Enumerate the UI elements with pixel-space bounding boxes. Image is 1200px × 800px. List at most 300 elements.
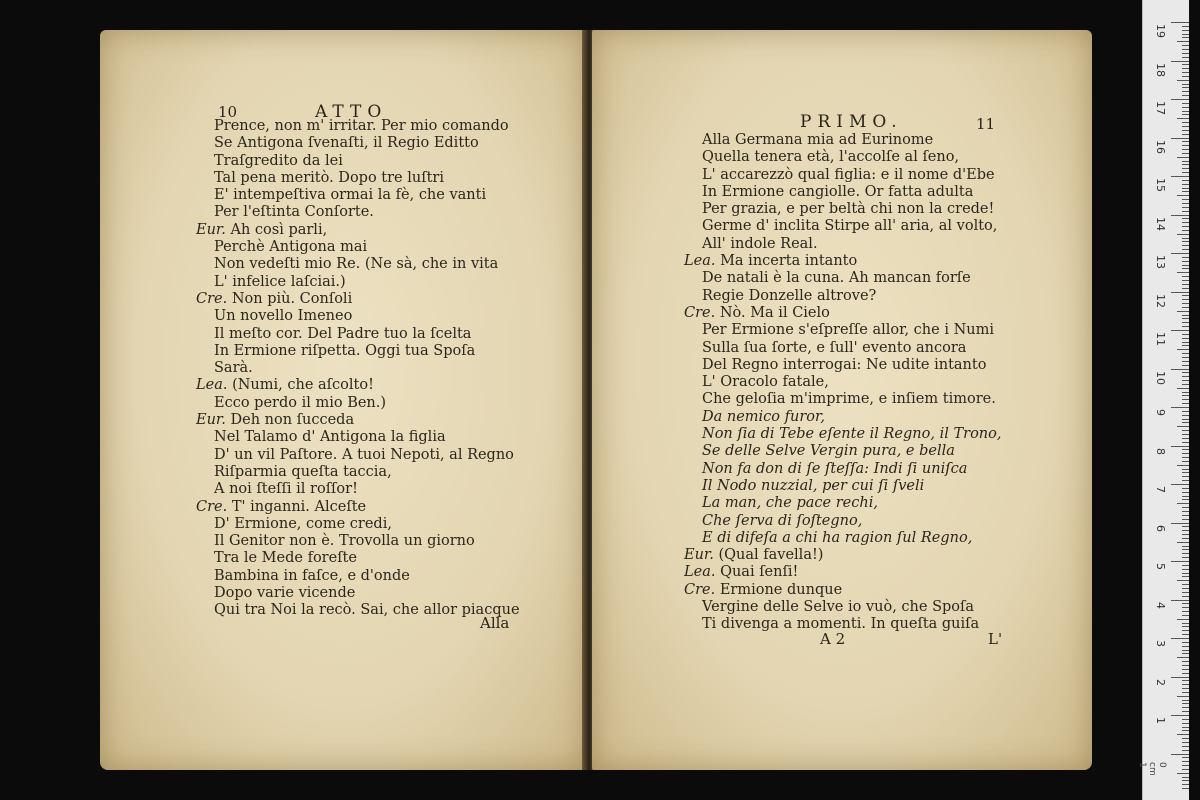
ruler-tick (1182, 172, 1189, 173)
ruler-number: 14 (1154, 216, 1167, 231)
ruler-tick (1182, 218, 1189, 219)
ruler-tick (1171, 600, 1189, 601)
ruler-tick (1182, 673, 1189, 674)
text-line (196, 447, 520, 464)
ruler-tick (1182, 295, 1189, 296)
line-text: Del Regno interrogai: Ne udite intanto (702, 356, 987, 373)
ruler-number: 1 (1154, 717, 1167, 724)
text-line (196, 222, 520, 239)
ruler-tick (1182, 411, 1189, 412)
ruler-tick (1182, 496, 1189, 497)
ruler-tick (1182, 603, 1189, 604)
ruler-tick (1171, 677, 1189, 678)
ruler-tick (1182, 650, 1189, 651)
ruler-tick (1182, 723, 1189, 724)
ruler-tick (1182, 145, 1189, 146)
line-text: Per Ermione s'eſpreſſe allor, che i Numi (702, 322, 994, 339)
ruler-tick (1182, 45, 1189, 46)
ruler-tick (1182, 780, 1189, 781)
text-line (196, 256, 520, 273)
ruler-tick (1182, 353, 1189, 354)
text-line (684, 443, 1001, 460)
ruler-tick (1182, 26, 1189, 27)
ruler-tick (1182, 499, 1189, 500)
text-line (196, 464, 520, 481)
line-text: Alla Germana mia ad Eurinome (702, 132, 934, 148)
ruler-tick (1177, 426, 1189, 427)
line-text: Per l'eſtinta Conſorte. (214, 204, 374, 221)
line-text: D' un vil Paſtore. A tuoi Nepoti, al Regno (214, 446, 514, 463)
ruler-tick (1182, 761, 1189, 762)
text-line (196, 550, 520, 567)
ruler-tick (1182, 526, 1189, 527)
ruler-tick (1171, 446, 1189, 447)
ruler-tick (1182, 322, 1189, 323)
text-line (196, 291, 520, 308)
ruler-tick (1182, 549, 1189, 550)
ruler-tick (1182, 230, 1189, 231)
ruler-tick (1171, 523, 1189, 524)
ruler-tick (1182, 442, 1189, 443)
ruler-tick (1171, 176, 1189, 177)
line-text: D' Ermione, come credi, (214, 515, 392, 532)
text-line (196, 153, 520, 170)
ruler-tick (1182, 449, 1189, 450)
line-text: Traſgredito da lei (214, 152, 343, 169)
ruler-tick (1177, 465, 1189, 466)
text-line (196, 429, 520, 446)
ruler-number: 17 (1154, 101, 1167, 115)
ruler-tick (1182, 707, 1189, 708)
line-text: (Qual favella!) (718, 547, 824, 564)
ruler-tick (1171, 253, 1189, 254)
ruler-tick (1182, 653, 1189, 654)
ruler-tick (1182, 684, 1189, 685)
line-text: La man, che pace rechi, (702, 495, 878, 512)
ruler-tick (1182, 669, 1189, 670)
line-text: Tra le Mede foreſte (214, 550, 357, 567)
ruler-tick (1182, 372, 1189, 373)
ruler-tick (1182, 211, 1189, 212)
text-line (196, 360, 520, 377)
line-text: Ecco perdo il mio Ben.) (214, 394, 387, 411)
line-text: E di difeſa a chi ha ragion ſul Regno, (702, 529, 973, 546)
speaker-label: Cre. (684, 304, 720, 321)
left-page (100, 30, 586, 770)
ruler-tick (1182, 742, 1189, 743)
text-line (196, 204, 520, 221)
ruler-tick (1177, 272, 1189, 273)
ruler-tick (1182, 91, 1189, 92)
ruler-tick (1182, 661, 1189, 662)
ruler-tick (1182, 37, 1189, 38)
ruler-number: 11 (1154, 332, 1167, 346)
ruler-tick (1182, 519, 1189, 520)
ruler-tick (1182, 538, 1189, 539)
ruler-tick (1182, 488, 1189, 489)
ruler-tick (1182, 164, 1189, 165)
ruler-tick (1177, 234, 1189, 235)
ruler-tick (1182, 453, 1189, 454)
ruler-tick (1177, 157, 1189, 158)
line-text: Non vedeſti mio Re. (Ne sà, che in vita (214, 256, 499, 273)
ruler-tick (1182, 476, 1189, 477)
ruler-tick (1182, 191, 1189, 192)
ruler-tick (1182, 103, 1189, 104)
ruler-tick (1182, 122, 1189, 123)
text-line (196, 170, 520, 187)
ruler-tick (1182, 107, 1189, 108)
ruler-tick (1182, 315, 1189, 316)
speaker-label: Cre. (196, 290, 232, 307)
ruler-number: 12 (1154, 293, 1167, 308)
ruler-tick (1182, 241, 1189, 242)
ruler-number: 6 (1154, 524, 1167, 532)
line-text: Deh non ſucceda (230, 412, 355, 429)
ruler-tick (1182, 703, 1189, 704)
ruler-tick (1182, 222, 1189, 223)
ruler-tick (1182, 719, 1189, 720)
ruler-tick (1171, 561, 1189, 562)
ruler-tick (1182, 307, 1189, 308)
ruler-tick (1182, 57, 1189, 58)
ruler-tick (1182, 438, 1189, 439)
line-text: Riſparmia queſta taccia, (214, 463, 392, 480)
ruler-tick (1182, 623, 1189, 624)
ruler-tick (1182, 507, 1189, 508)
ruler-tick (1182, 700, 1189, 701)
ruler-tick (1177, 388, 1189, 389)
line-text: Vergine delle Selve io vuò, che Spoſa (702, 599, 975, 616)
line-text: In Ermione cangiolle. Or fatta adulta (702, 183, 974, 200)
ruler-tick (1182, 757, 1189, 758)
ruler-tick (1177, 311, 1189, 312)
ruler-tick (1177, 580, 1189, 581)
ruler-tick (1182, 430, 1189, 431)
ruler-tick (1182, 592, 1189, 593)
ruler-number: 5 (1154, 563, 1167, 570)
text-line (684, 391, 1001, 408)
text-line (684, 530, 1001, 547)
text-line (684, 288, 1001, 305)
text-line (684, 495, 1001, 512)
ruler-tick (1171, 138, 1189, 139)
ruler-tick (1182, 634, 1189, 635)
text-line (684, 582, 1001, 599)
line-text: T' inganni. Alceſte (231, 498, 367, 515)
line-text: All' indole Real. (702, 235, 818, 252)
line-text: Ti divenga a momenti. In queſta guiſa (702, 616, 980, 633)
ruler-tick (1182, 238, 1189, 239)
ruler-tick (1182, 288, 1189, 289)
ruler-tick (1182, 161, 1189, 162)
ruler-tick (1182, 576, 1189, 577)
ruler-tick (1182, 692, 1189, 693)
ruler-tick (1182, 492, 1189, 493)
ruler-tick (1182, 688, 1189, 689)
ruler-tick (1182, 530, 1189, 531)
ruler-tick (1182, 665, 1189, 666)
ruler-tick (1182, 392, 1189, 393)
left-page-number: 10 (218, 103, 238, 121)
open-book (96, 24, 1106, 784)
text-line (684, 149, 1001, 166)
text-line (196, 585, 520, 602)
ruler-tick (1182, 630, 1189, 631)
text-line (196, 239, 520, 256)
ruler-number: 10 (1154, 370, 1167, 385)
line-text: Ma incerta intanto (720, 253, 858, 270)
line-text: Nel Talamo d' Antigona la figlia (214, 429, 446, 446)
text-line (684, 513, 1001, 530)
ruler-tick (1182, 338, 1189, 339)
ruler-tick (1171, 369, 1189, 370)
ruler-tick (1171, 638, 1189, 639)
line-text: Se delle Selve Vergin pura, e bella (702, 443, 955, 460)
ruler-tick (1182, 515, 1189, 516)
ruler-tick (1182, 615, 1189, 616)
ruler-tick (1182, 769, 1189, 770)
text-line (684, 305, 1001, 322)
ruler-tick (1182, 326, 1189, 327)
text-line (684, 167, 1001, 184)
ruler-number: 13 (1154, 255, 1167, 269)
text-line (196, 412, 520, 429)
line-text: Germe d' inclita Stirpe all' aria, al volto, (702, 218, 998, 235)
line-text: Dopo varie vicende (214, 585, 356, 602)
ruler-tick (1182, 84, 1189, 85)
ruler-tick (1182, 469, 1189, 470)
line-text: Il Genitor non è. Trovolla un giorno (214, 533, 475, 550)
text-line (684, 253, 1001, 270)
ruler-tick (1182, 188, 1189, 189)
ruler-tick (1182, 461, 1189, 462)
line-text: L' accarezzò qual figlia: e il nome d'Ebe (702, 166, 995, 183)
line-text: Perchè Antigona mai (214, 239, 368, 256)
speaker-label: Eur. (684, 547, 719, 564)
line-text: Quai ſenſi! (720, 564, 799, 581)
ruler-tick (1182, 141, 1189, 142)
text-line (196, 602, 520, 619)
ruler-number: 3 (1154, 640, 1167, 647)
ruler-tick (1182, 261, 1189, 262)
ruler-number: 15 (1154, 178, 1167, 192)
ruler-tick (1182, 384, 1189, 385)
ruler-tick (1182, 268, 1189, 269)
ruler-tick (1177, 657, 1189, 658)
ruler-tick (1182, 207, 1189, 208)
ruler-tick (1182, 788, 1189, 789)
ruler-tick (1182, 365, 1189, 366)
line-text: Tal pena meritò. Dopo tre luſtri (214, 169, 444, 186)
ruler-tick (1182, 642, 1189, 643)
ruler-tick (1182, 303, 1189, 304)
ruler-tick (1177, 80, 1189, 81)
ruler-tick (1182, 95, 1189, 96)
ruler-tick (1182, 299, 1189, 300)
right-page-number: 11 (976, 115, 996, 133)
line-text: In Ermione riſpetta. Oggi tua Spoſa (214, 342, 476, 359)
ruler-tick (1182, 126, 1189, 127)
ruler-tick (1182, 422, 1189, 423)
ruler-tick (1182, 376, 1189, 377)
ruler-unit-label: 0 cm 1 (1137, 762, 1167, 776)
text-line (684, 357, 1001, 374)
ruler-tick (1182, 276, 1189, 277)
text-line (196, 568, 520, 585)
ruler-tick (1177, 734, 1189, 735)
line-text: (Numi, che aſcolto! (232, 377, 374, 394)
ruler-tick (1182, 64, 1189, 65)
ruler-tick (1171, 99, 1189, 100)
ruler-number: 19 (1154, 24, 1167, 38)
ruler-tick (1182, 750, 1189, 751)
ruler-tick (1177, 41, 1189, 42)
ruler-tick (1182, 72, 1189, 73)
text-line (684, 409, 1001, 426)
ruler-tick (1182, 265, 1189, 266)
speaker-label: Cre. (196, 498, 232, 515)
ruler-tick (1182, 777, 1189, 778)
ruler-tick (1182, 680, 1189, 681)
ruler-tick (1182, 68, 1189, 69)
ruler-tick (1177, 696, 1189, 697)
line-text: Per grazia, e per beltà chi non la crede! (702, 201, 995, 218)
ruler-tick (1171, 330, 1189, 331)
text-line (196, 274, 520, 291)
ruler-tick (1182, 30, 1189, 31)
text-line (684, 132, 1001, 149)
ruler-tick (1182, 345, 1189, 346)
text-line (684, 201, 1001, 218)
ruler-tick (1182, 553, 1189, 554)
ruler-tick (1171, 22, 1189, 23)
line-text: Ah così parli, (230, 221, 328, 238)
ruler-tick (1182, 403, 1189, 404)
line-text: Un novello Imeneo (214, 308, 353, 325)
right-text-block (684, 132, 1001, 634)
ruler-tick (1182, 203, 1189, 204)
line-text: Prence, non m' irritar. Per mio comando (214, 118, 509, 134)
speaker-label: Lea. (684, 564, 721, 581)
text-line (196, 377, 520, 394)
ruler-tick (1171, 754, 1189, 755)
ruler-tick (1182, 472, 1189, 473)
speaker-label: Eur. (196, 221, 231, 238)
text-line (196, 516, 520, 533)
ruler-tick (1182, 34, 1189, 35)
speaker-label: Lea. (196, 377, 233, 394)
ruler-tick (1182, 646, 1189, 647)
ruler-number: 4 (1154, 601, 1167, 609)
ruler-tick (1182, 184, 1189, 185)
ruler-tick (1182, 153, 1189, 154)
right-catchword: L' (988, 630, 1003, 648)
ruler-tick (1182, 134, 1189, 135)
right-page (592, 30, 1092, 770)
text-line (196, 343, 520, 360)
line-text: Da nemico furor, (702, 408, 825, 425)
text-line (684, 478, 1001, 495)
ruler-tick (1182, 415, 1189, 416)
ruler-tick (1182, 457, 1189, 458)
ruler-tick (1182, 76, 1189, 77)
line-text: Se Antigona ſvenaſti, il Regio Editto (214, 135, 479, 152)
text-line (684, 461, 1001, 478)
text-line (196, 308, 520, 325)
ruler-number: 8 (1154, 447, 1167, 455)
text-line (196, 187, 520, 204)
ruler-tick (1182, 626, 1189, 627)
ruler-number: 9 (1154, 409, 1167, 416)
signature-mark: A 2 (820, 630, 846, 648)
ruler-tick (1177, 503, 1189, 504)
ruler-tick (1182, 245, 1189, 246)
text-line (196, 118, 520, 135)
text-line (684, 340, 1001, 357)
ruler-tick (1182, 565, 1189, 566)
line-text: Bambina in faſce, e d'onde (214, 567, 410, 584)
speaker-label: Eur. (196, 412, 231, 429)
ruler-tick (1182, 334, 1189, 335)
ruler-tick (1182, 557, 1189, 558)
line-text: De natali è la cuna. Ah mancan forſe (702, 270, 971, 287)
ruler-tick (1171, 484, 1189, 485)
line-text: A noi ſteſſi il roſſor! (214, 481, 358, 498)
ruler-tick (1182, 318, 1189, 319)
ruler-tick (1177, 542, 1189, 543)
line-text: Qui tra Noi la recò. Sai, che allor piacque (214, 602, 520, 619)
ruler-number: 16 (1154, 139, 1167, 154)
text-line (196, 481, 520, 498)
ruler-tick (1182, 419, 1189, 420)
ruler-tick (1182, 584, 1189, 585)
ruler-tick (1182, 180, 1189, 181)
ruler-tick (1171, 292, 1189, 293)
ruler-tick (1182, 380, 1189, 381)
ruler-tick (1182, 727, 1189, 728)
ruler-tick (1177, 349, 1189, 350)
text-line (684, 322, 1001, 339)
line-text: E' intempeſtiva ormai la fè, che vanti (214, 187, 487, 204)
ruler-tick (1182, 765, 1189, 766)
line-text: Che geloſia m'imprime, e inſiem timore. (702, 391, 996, 408)
ruler-tick (1182, 480, 1189, 481)
text-line (684, 184, 1001, 201)
line-text: Quella tenera età, l'accolſe al ſeno, (702, 149, 960, 166)
ruler-tick (1182, 511, 1189, 512)
speaker-label: Lea. (684, 253, 721, 270)
line-text: L' infelice laſciai.) (214, 273, 346, 290)
line-text: Il meſto cor. Del Padre tuo la ſcelta (214, 325, 472, 342)
ruler-tick (1182, 361, 1189, 362)
text-line (684, 270, 1001, 287)
text-line (684, 564, 1001, 581)
ruler-tick (1182, 111, 1189, 112)
line-text: L' Oracolo fatale, (702, 374, 829, 391)
line-text: Non ſia di Tebe eſente il Regno, il Trono, (702, 426, 1002, 443)
line-text: Sarà. (214, 360, 253, 377)
ruler-tick (1182, 199, 1189, 200)
line-text: Non fa don di ſe ſteſſa: Indi ſi uniſca (702, 460, 968, 477)
line-text: Il Nodo nuzzial, per cui ſi ſveli (702, 477, 925, 494)
ruler-tick (1171, 715, 1189, 716)
ruler-tick (1177, 773, 1189, 774)
ruler-tick (1182, 746, 1189, 747)
text-line (196, 135, 520, 152)
text-line (684, 426, 1001, 443)
ruler-tick (1177, 195, 1189, 196)
